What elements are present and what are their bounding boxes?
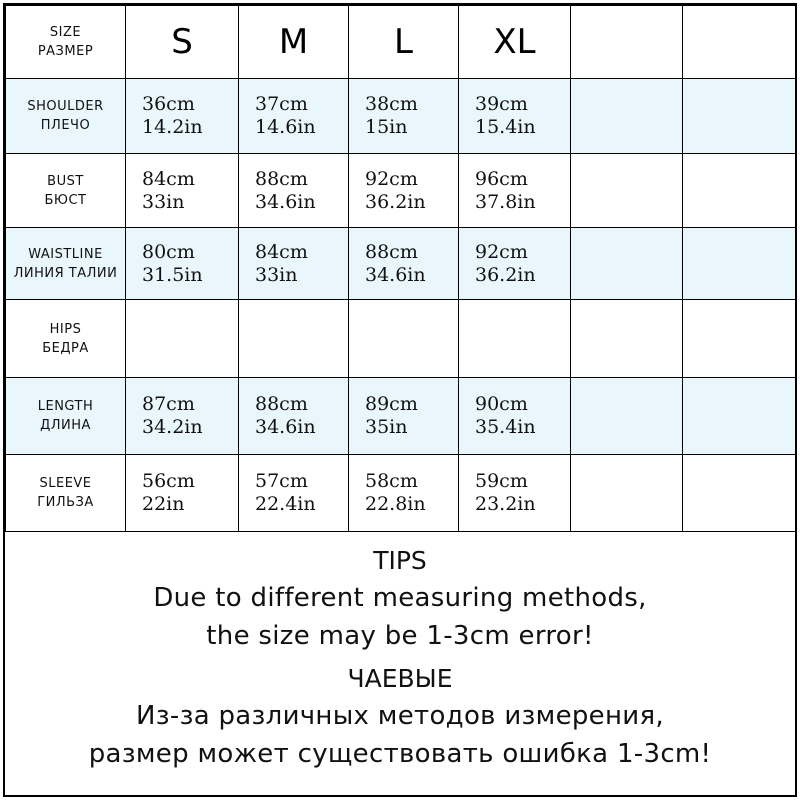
row-label-ru: БЮСТ — [44, 192, 87, 208]
measurement-cell — [571, 228, 683, 300]
row-label-en: HIPS — [49, 321, 82, 337]
in-value: 34.2in — [142, 416, 203, 438]
row-label — [6, 300, 126, 378]
row-label-en: LENGTH — [37, 399, 94, 414]
cm-value: 58cm — [365, 470, 418, 492]
size-label-cell — [6, 6, 126, 79]
size-chart — [3, 3, 797, 797]
table-row-waistline — [6, 228, 796, 300]
measurement-cell — [239, 455, 349, 532]
measurement-cell — [126, 228, 239, 300]
measurement-cell — [683, 228, 796, 300]
size-table — [5, 5, 796, 532]
cm-value: 57cm — [255, 470, 308, 492]
cm-value: 92cm — [475, 240, 528, 263]
measurement-cell — [459, 455, 571, 532]
measurement-cell — [126, 455, 239, 532]
row-label-ru: ГИЛЬЗА — [37, 495, 94, 510]
measurement-cell — [571, 79, 683, 154]
in-value: 15in — [365, 116, 408, 138]
measurement-cell — [239, 154, 349, 228]
row-label-en: SHOULDER — [27, 99, 104, 114]
cm-value: 39cm — [475, 93, 528, 115]
tips-title-en: TIPS — [373, 546, 427, 575]
measurement-cell — [571, 455, 683, 532]
row-label — [6, 228, 126, 300]
in-value: 34.6in — [255, 416, 316, 438]
in-value: 35in — [365, 416, 408, 438]
measurement-cell — [683, 154, 796, 228]
size-s-header: S — [126, 6, 239, 79]
cm-value: 88cm — [365, 240, 418, 263]
cm-value: 56cm — [142, 470, 195, 492]
measurement-cell — [126, 300, 239, 378]
measurement-cell — [239, 228, 349, 300]
measurement-cell — [239, 378, 349, 455]
measurement-cell — [126, 378, 239, 455]
size-xl-header: XL — [459, 6, 571, 79]
cm-value: 36cm — [142, 93, 195, 115]
cm-value: 87cm — [142, 393, 195, 415]
in-value: 31.5in — [142, 263, 203, 286]
measurement-cell — [571, 154, 683, 228]
in-value: 23.2in — [475, 493, 536, 515]
cm-value: 92cm — [365, 167, 418, 190]
size-empty-header — [683, 6, 796, 79]
cm-value: 88cm — [255, 393, 308, 415]
measurement-cell — [349, 154, 459, 228]
row-label-en: WAISTLINE — [28, 246, 103, 262]
measurement-cell — [349, 455, 459, 532]
cm-value: 84cm — [142, 167, 195, 190]
in-value: 35.4in — [475, 416, 536, 438]
measurement-cell — [126, 79, 239, 154]
in-value: 33in — [255, 263, 298, 286]
cm-value: 96cm — [475, 167, 528, 190]
measurement-cell — [459, 228, 571, 300]
cm-value: 37cm — [255, 93, 308, 115]
in-value: 36.2in — [475, 263, 536, 286]
measurement-cell — [349, 79, 459, 154]
cm-value: 84cm — [255, 240, 308, 263]
in-value: 34.6in — [365, 263, 426, 286]
cm-value: 80cm — [142, 240, 195, 263]
table-row-shoulder — [6, 79, 796, 154]
row-label-en: BUST — [47, 173, 84, 189]
size-m-header: M — [239, 6, 349, 79]
tips-section — [5, 543, 795, 773]
tips-line1-en: Due to different measuring methods, — [153, 583, 647, 613]
row-label-ru: ДЛИНА — [40, 418, 91, 433]
measurement-cell — [459, 300, 571, 378]
row-label — [6, 79, 126, 154]
in-value: 15.4in — [475, 116, 536, 138]
measurement-cell — [683, 79, 796, 154]
row-label — [6, 378, 126, 455]
size-empty-header — [571, 6, 683, 79]
measurement-cell — [459, 154, 571, 228]
measurement-cell — [239, 79, 349, 154]
row-label-ru: БЕДРА — [42, 340, 89, 356]
size-label-en: SIZE — [49, 25, 82, 40]
measurement-cell — [239, 300, 349, 378]
measurement-cell — [459, 79, 571, 154]
row-label-ru: ЛИНИЯ ТАЛИИ — [13, 265, 118, 281]
row-label-ru: ПЛЕЧО — [40, 118, 91, 133]
tips-title-ru: ЧАЕВЫЕ — [347, 664, 453, 693]
measurement-cell — [349, 378, 459, 455]
cm-value: 59cm — [475, 470, 528, 492]
size-l-header: L — [349, 6, 459, 79]
cm-value: 89cm — [365, 393, 418, 415]
measurement-cell — [571, 378, 683, 455]
measurement-cell — [571, 300, 683, 378]
row-label — [6, 455, 126, 532]
tips-line1-ru: Из-за различных методов измерения, — [136, 701, 664, 731]
cm-value: 38cm — [365, 93, 418, 115]
table-row-bust — [6, 154, 796, 228]
in-value: 36.2in — [365, 190, 426, 213]
in-value: 37.8in — [475, 190, 536, 213]
in-value: 14.2in — [142, 116, 203, 138]
in-value: 33in — [142, 190, 185, 213]
measurement-cell — [683, 300, 796, 378]
tips-line2-ru: размер может существовать ошибка 1-3cm! — [88, 739, 712, 769]
table-row-sleeve — [6, 455, 796, 532]
row-label — [6, 154, 126, 228]
measurement-cell — [459, 378, 571, 455]
measurement-cell — [126, 154, 239, 228]
in-value: 22in — [142, 493, 185, 515]
in-value: 22.8in — [365, 493, 426, 515]
tips-line2-en: the size may be 1-3cm error! — [206, 621, 594, 651]
measurement-cell — [349, 300, 459, 378]
in-value: 34.6in — [255, 190, 316, 213]
size-label-ru: РАЗМЕР — [37, 44, 94, 59]
in-value: 22.4in — [255, 493, 316, 515]
row-label-en: SLEEVE — [39, 476, 92, 491]
cm-value: 88cm — [255, 167, 308, 190]
header-row — [6, 6, 796, 79]
measurement-cell — [349, 228, 459, 300]
table-row-hips — [6, 300, 796, 378]
in-value: 14.6in — [255, 116, 316, 138]
measurement-cell — [683, 378, 796, 455]
cm-value: 90cm — [475, 393, 528, 415]
table-row-length — [6, 378, 796, 455]
measurement-cell — [683, 455, 796, 532]
